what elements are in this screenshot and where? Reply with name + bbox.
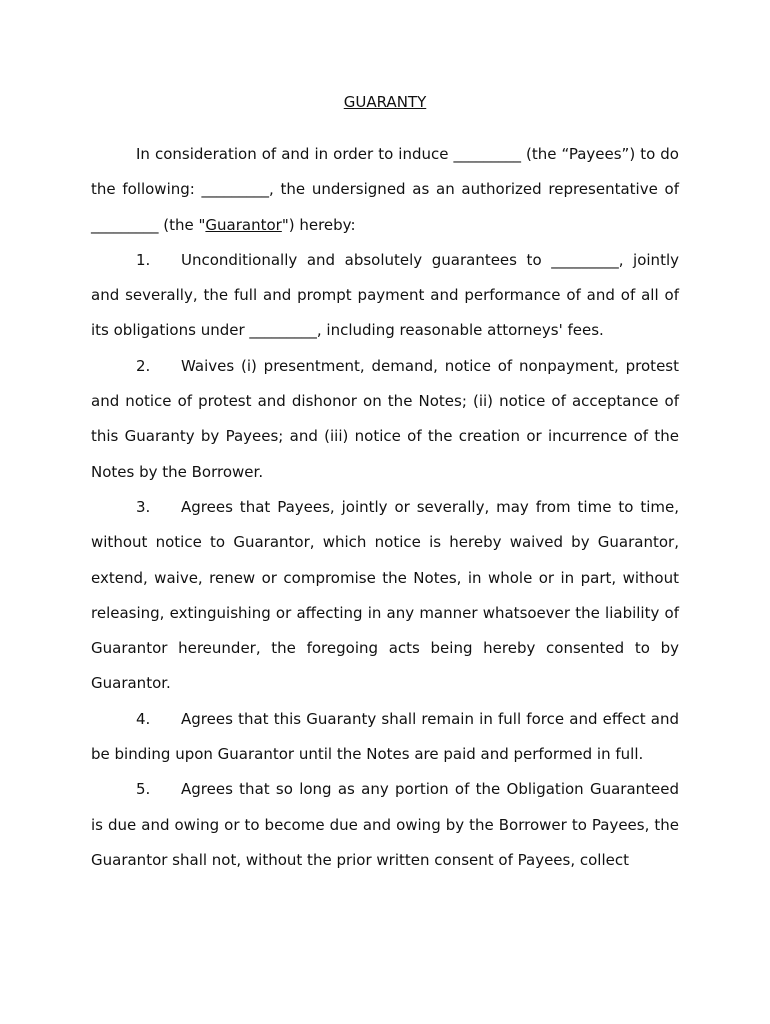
- clause-text: Agrees that this Guaranty shall remain in full force and effect and be binding upon Guarantor until the Notes are paid and performed in full.: [91, 709, 679, 764]
- clause-2: [91, 349, 679, 490]
- clause-text: Unconditionally and absolutely guarantees to _________, jointly and severally, the full and prompt payment and performance of and of all of its obligations under _________, including reasonable attorneys' fees.: [91, 250, 679, 340]
- clause-text: Agrees that so long as any portion of the Obligation Guaranteed is due and owing or to become due and owing by the Borrower to Payees, the Guarantor shall not, without the prior written consent of Payees, collect: [91, 780, 679, 869]
- clause-3: [91, 490, 679, 702]
- intro-paragraph: [91, 137, 679, 243]
- intro-text-start: In consideration of and in order to induce _________ (the “Payees”) to do the following: _________, the undersigned as an authorized representative of _________ (the ": [91, 145, 679, 234]
- clause-1: [91, 243, 679, 349]
- document-page: [91, 85, 679, 878]
- clause-number: 1.: [136, 250, 151, 269]
- clause-number: 2.: [136, 356, 151, 375]
- clause-5: [91, 772, 679, 878]
- clause-number: 3.: [136, 497, 151, 516]
- clause-number: 4.: [136, 709, 151, 728]
- clause-4: [91, 702, 679, 773]
- guarantor-defined-term: Guarantor: [205, 215, 282, 234]
- clause-number: 5.: [136, 780, 151, 799]
- document-title: [91, 85, 679, 120]
- clause-text: Waives (i) presentment, demand, notice of nonpayment, protest and notice of protest and dishonor on the Notes; (ii) notice of acceptance of this Guaranty by Payees; and (iii) notice of the creation or incurrence of the Notes by the Borrower.: [91, 356, 679, 481]
- title-text: GUARANTY: [343, 93, 427, 111]
- clause-text: Agrees that Payees, jointly or severally, may from time to time, without notice to Guarantor, which notice is hereby waived by Guarantor, extend, waive, renew or compromise the Notes, in whole or in part, without releasing, extinguishing or affecting in any manner whatsoever the liability of Guarantor hereunder, the foregoing acts being hereby consented to by Guarantor.: [91, 497, 679, 693]
- intro-text-end: ") hereby:: [281, 215, 356, 234]
